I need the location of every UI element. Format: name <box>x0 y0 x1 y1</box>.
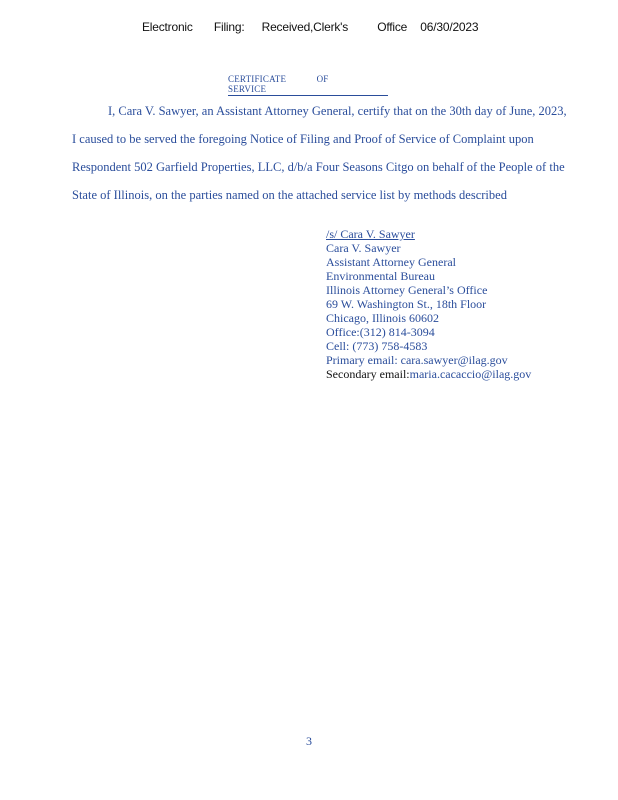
certificate-paragraph: I, Cara V. Sawyer, an Assistant Attorney General, certify that on the 30th day of June, 2023, I caused to be served the foregoing Notice of Filing and Proof of Service of Complaint upon Respondent 502 Garfield Properties, LLC, d/b/a Four Seasons Citgo on behalf of the People of the State of Illinois, on the parties named on the attached service list by methods described <box>72 104 567 202</box>
secondary-email-label: Secondary email: <box>326 367 410 381</box>
certificate-body <box>72 97 567 209</box>
filing-header <box>142 20 478 34</box>
signature-block <box>326 227 531 381</box>
signer-city: Chicago, Illinois 60602 <box>326 311 439 325</box>
signer-name: Cara V. Sawyer <box>326 241 401 255</box>
certificate-title: CERTIFICATE OF SERVICE <box>228 74 388 96</box>
header-filing: Filing: <box>213 20 245 34</box>
signer-street: 69 W. Washington St., 18th Floor <box>326 297 487 311</box>
signer-primary-email[interactable]: Primary email: cara.sawyer@ilag.gov <box>326 353 508 367</box>
signer-office-phone: Office:(312) 814-3094 <box>326 325 435 339</box>
header-electronic: Electronic <box>142 20 193 34</box>
signer-office: Illinois Attorney General’s Office <box>326 283 488 297</box>
page-number: 3 <box>306 734 312 748</box>
signer-secondary-email-row <box>326 367 531 381</box>
header-date: 06/30/2023 <box>420 20 479 34</box>
header-received: Received,Clerk's <box>261 20 349 34</box>
signature-line: /s/ Cara V. Sawyer <box>326 227 415 241</box>
secondary-email-link[interactable]: maria.cacaccio@ilag.gov <box>409 367 532 381</box>
header-office: Office <box>377 20 408 34</box>
signer-title: Assistant Attorney General <box>326 255 456 269</box>
signer-cell-phone: Cell: (773) 758-4583 <box>326 339 428 353</box>
signer-bureau: Environmental Bureau <box>326 269 435 283</box>
